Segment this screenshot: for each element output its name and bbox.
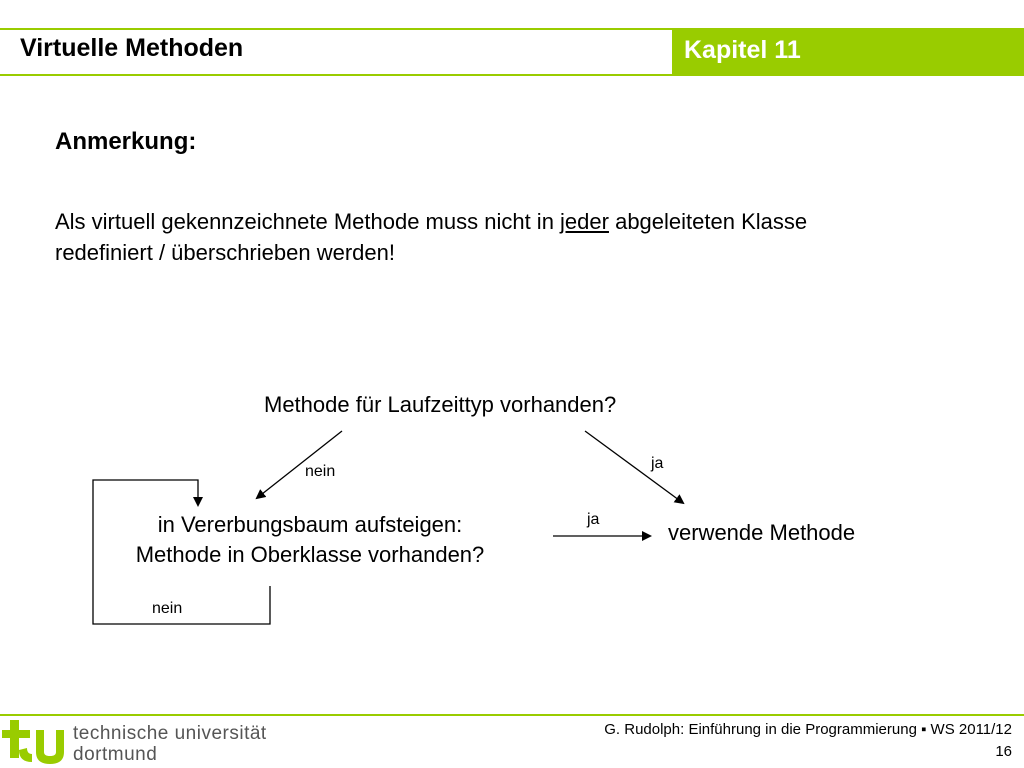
university-name-line1: technische universität: [73, 723, 267, 744]
remark-heading: Anmerkung:: [55, 128, 197, 155]
label-ja-mid: ja: [587, 511, 600, 528]
climb-node-line2: Methode in Oberklasse vorhanden?: [135, 542, 485, 567]
university-name-line2: dortmund: [73, 744, 158, 765]
footer-citation: G. Rudolph: Einführung in die Programmierung ▪ WS 2011/12: [604, 721, 1012, 738]
remark-emphasis: jeder: [560, 209, 609, 234]
remark-text-after: abgeleiteten Klasse redefiniert / überschrieben werden!: [55, 209, 808, 265]
chapter-label: Kapitel 11: [684, 36, 801, 64]
question-node: Methode für Laufzeittyp vorhanden?: [264, 392, 617, 417]
label-ja-top: ja: [651, 455, 664, 472]
slide-title: Virtuelle Methoden: [20, 34, 244, 62]
footer-rule: [0, 714, 1024, 716]
climb-node-line1: in Vererbungsbaum aufsteigen:: [157, 512, 463, 537]
label-nein-loop: nein: [152, 600, 183, 617]
result-node: verwende Methode: [668, 520, 856, 545]
page-number: 16: [995, 743, 1012, 760]
arrow-ja-top: [585, 431, 683, 503]
university-name: [73, 723, 267, 765]
label-nein-top: nein: [305, 463, 336, 480]
tu-logo-icon: [2, 718, 68, 766]
remark-text-before: Als virtuell gekennzeichnete Methode muss nicht in: [55, 209, 561, 234]
climb-node: [100, 510, 520, 570]
